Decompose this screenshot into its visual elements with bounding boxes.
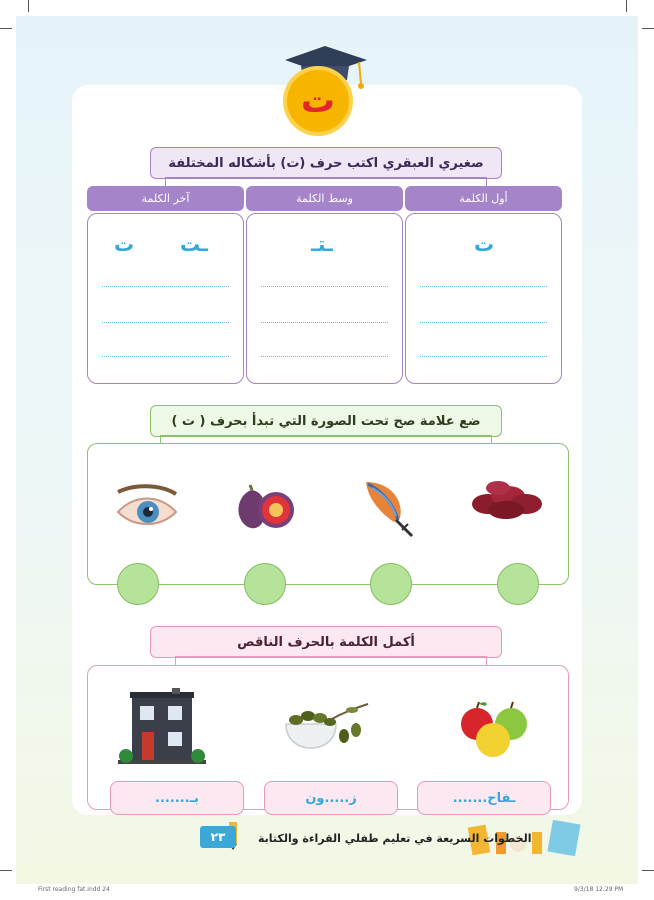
writing-line[interactable] [261, 356, 388, 357]
writing-line[interactable] [420, 356, 547, 357]
writing-line[interactable] [420, 322, 547, 323]
badge-letter: ت [300, 81, 336, 121]
house-icon [118, 688, 206, 768]
writing-line[interactable] [261, 286, 388, 287]
print-slug-file: First reading fat.indd 24 [38, 886, 110, 893]
feather-icon [360, 478, 416, 540]
fig-icon [232, 484, 296, 532]
apples-icon [455, 698, 533, 760]
eye-icon [114, 484, 180, 530]
column-box-start [405, 213, 562, 384]
crop-mark [0, 870, 12, 871]
crop-mark [642, 28, 654, 29]
letter-form: ت [474, 232, 495, 256]
column-head-start: أول الكلمة [405, 186, 562, 211]
writing-line[interactable] [261, 322, 388, 323]
word-blank-1[interactable]: ـفاح....... [417, 781, 551, 815]
answer-circle-1[interactable] [497, 563, 539, 605]
writing-line[interactable] [420, 286, 547, 287]
print-slug-stamp: 9/3/18 12:29 PM [574, 886, 624, 893]
letter-form: ـت [180, 232, 209, 256]
answer-circle-4[interactable] [117, 563, 159, 605]
dates-icon [468, 474, 548, 522]
answer-circle-3[interactable] [244, 563, 286, 605]
olives-icon [282, 700, 372, 756]
column-head-middle: وسط الكلمة [246, 186, 403, 211]
crop-mark [642, 870, 654, 871]
column-head-end: آخر الكلمة [87, 186, 244, 211]
section2-title: ضع علامة صح تحت الصورة التي تبدأ بحرف ( ت ) [150, 405, 502, 437]
writing-line[interactable] [102, 356, 229, 357]
crop-mark [28, 0, 29, 12]
crop-mark [626, 0, 627, 12]
section1-title: صغيري العبقري اكتب حرف (ت) بأشكاله المختلفة [150, 147, 502, 179]
writing-line[interactable] [102, 322, 229, 323]
letter-form: ت [114, 232, 135, 256]
crop-mark [0, 28, 12, 29]
footer-title: الخطوات السريعة في تعليم طفلي القراءة والكتابة [258, 832, 532, 845]
column-box-middle [246, 213, 403, 384]
page-number: ٢٣ [200, 826, 236, 848]
answer-circle-2[interactable] [370, 563, 412, 605]
word-blank-2[interactable]: ز.....ون [264, 781, 398, 815]
section3-title: أكمل الكلمة بالحرف الناقص [150, 626, 502, 658]
letter-badge [287, 70, 349, 132]
word-blank-3[interactable]: بـ....... [110, 781, 244, 815]
column-box-end [87, 213, 244, 384]
writing-line[interactable] [102, 286, 229, 287]
letter-form: ـتـ [311, 232, 333, 256]
